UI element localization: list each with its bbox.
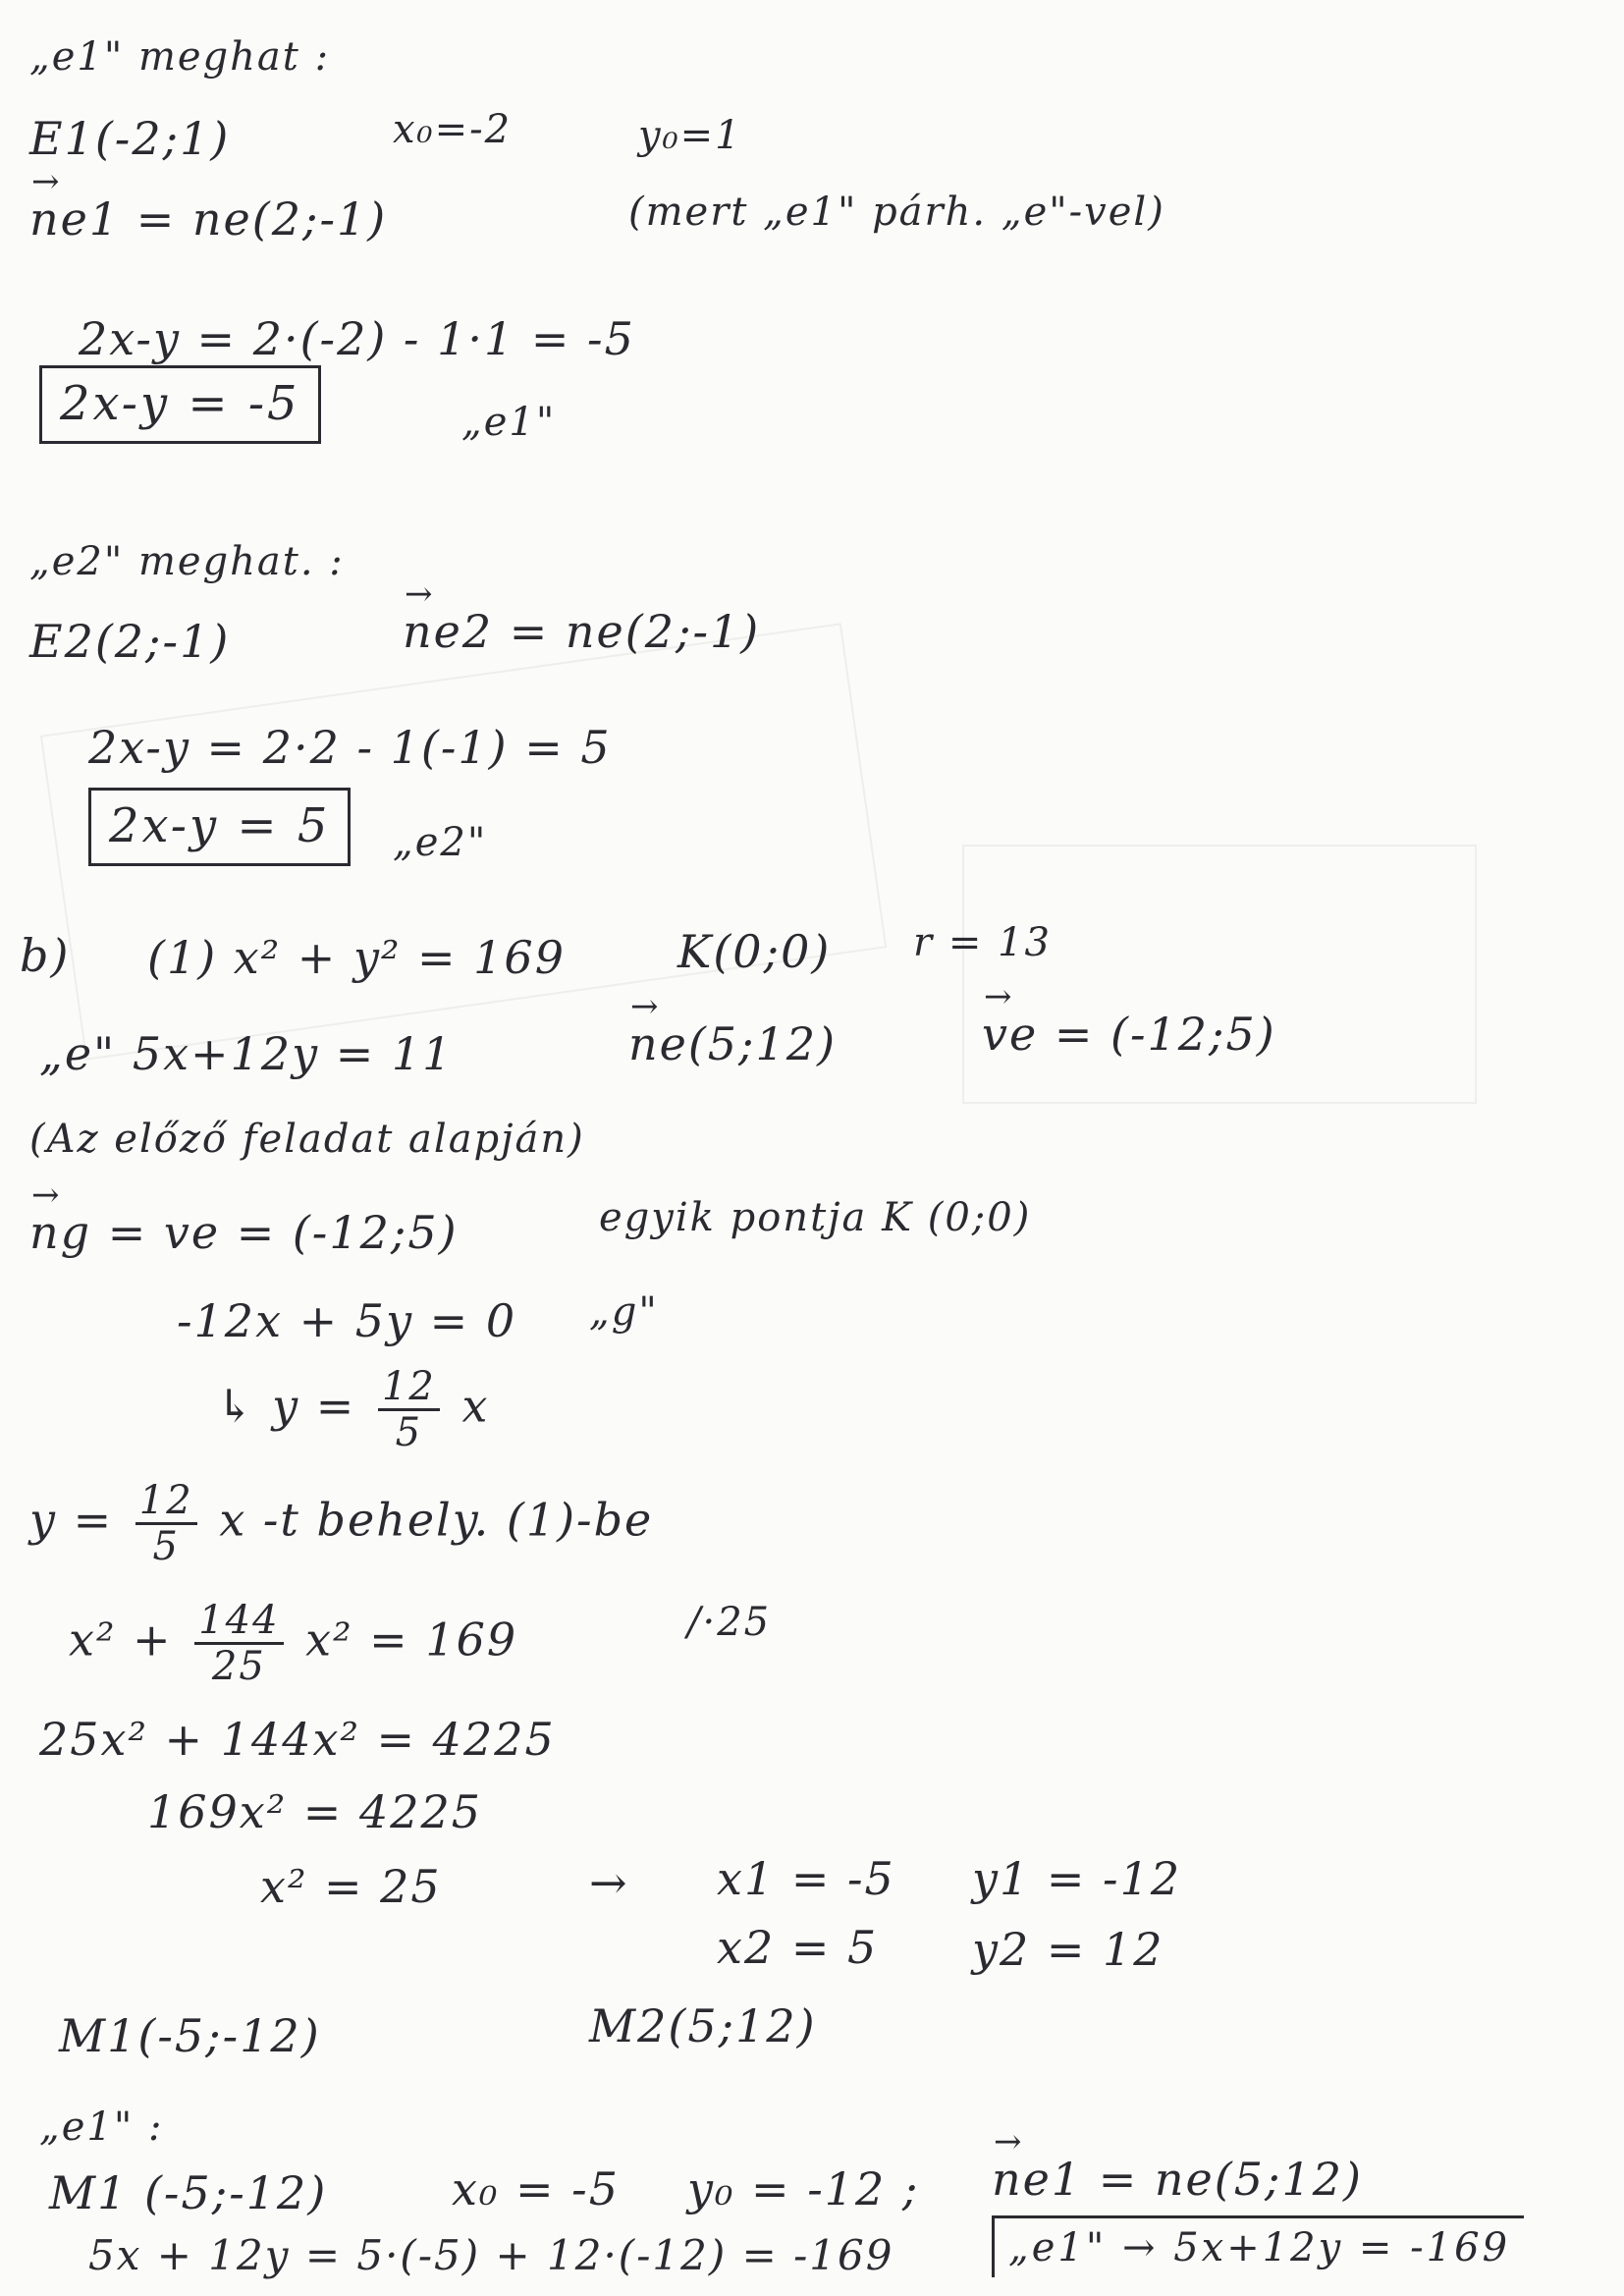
equation-3: 169x² = 4225 [147,1785,483,1838]
e1-tangent-heading: „e1" : [39,2105,164,2150]
equation-2: 25x² + 144x² = 4225 [39,1713,556,1766]
e1-y0: y₀=1 [638,113,742,158]
line-g-solved-prefix: ↳ y = [216,1379,356,1433]
fraction-denominator: 5 [395,1410,423,1455]
fraction-12-5 [378,1365,440,1454]
fraction-denominator: 25 [211,1644,266,1689]
circle-equation: (1) x² + y² = 169 [147,931,566,984]
line-e-direction-text: → ve = (-12;5) [982,1011,1276,1057]
e1-normal-vector [29,192,388,246]
final-point-M1: M1 (-5;-12) [49,2166,328,2219]
e1-result-box: 2x-y = -5 [39,365,321,444]
line-e-normal [628,1017,838,1070]
line-g-solved [216,1365,489,1454]
substitution-prefix: y = [29,1493,114,1547]
equation-1-prefix: x² + [69,1613,173,1667]
note-previous-task: (Az előző feladat alapján) [29,1117,585,1162]
faint-stamp-shape [962,845,1477,1104]
fraction-numerator: 12 [378,1365,440,1411]
e2-point: E2(2;-1) [29,615,231,668]
fraction-numerator: 144 [194,1599,283,1645]
e1-calculation: 2x-y = 2·(-2) - 1·1 = -5 [79,312,635,365]
e1-x0: x₀=-2 [393,107,513,152]
line-g-solved-suffix: x [461,1379,490,1433]
point-M2: M2(5;12) [589,1999,817,2052]
final-calculation: 5x + 12y = 5·(-5) + 12·(-12) = -169 [88,2231,894,2279]
line-g-equation: -12x + 5y = 0 [177,1294,517,1347]
solution-x1: x1 = -5 [717,1852,895,1905]
equation-4: x² = 25 [260,1860,442,1913]
line-g-label: „g" [589,1289,659,1335]
final-normal-vector-text: → ne1 = ne(5;12) [992,2157,1363,2202]
final-result-box: „e1" → 5x+12y = -169 [992,2215,1524,2277]
line-e-direction [982,1008,1276,1061]
equation-1-suffix: x² = 169 [305,1613,518,1667]
circle-radius: r = 13 [913,920,1052,965]
line-g-point: egyik pontja K (0;0) [599,1195,1032,1240]
equation-1-multiplier: /·25 [687,1600,772,1645]
e1-heading: „e1" meghat : [29,34,331,80]
arrow-icon: → [589,1856,629,1909]
circle-center: K(0;0) [677,925,832,978]
e2-result-label: „e2" [393,820,488,865]
part-b-label: b) [20,929,71,982]
e2-heading: „e2" meghat. : [29,539,345,584]
equation-1 [69,1599,517,1688]
fraction-numerator: 12 [135,1479,197,1525]
line-g-normal [29,1206,459,1259]
substitution-suffix: x -t behely. (1)-be [219,1493,654,1547]
fraction-12-5 [135,1479,197,1568]
e1-normal-vector-text: → ne1 = ne(2;-1) [29,196,387,242]
e2-normal-vector [403,605,761,658]
e1-reason: (mert „e1" párh. „e"-vel) [628,190,1165,235]
final-normal-vector [992,2153,1363,2206]
e1-result-label: „e1" [461,400,557,445]
line-e-equation: „e" 5x+12y = 11 [39,1027,454,1080]
point-M1: M1(-5;-12) [59,2009,321,2062]
e2-normal-vector-text: → ne2 = ne(2;-1) [403,609,760,654]
final-x0: x₀ = -5 [452,2162,620,2215]
solution-y2: y2 = 12 [972,1923,1164,1976]
fraction-denominator: 5 [152,1524,180,1569]
fraction-144-25 [194,1599,283,1688]
e2-result-box: 2x-y = 5 [88,788,351,866]
e2-calculation: 2x-y = 2·2 - 1(-1) = 5 [88,721,612,774]
final-y0: y₀ = -12 ; [687,2162,920,2215]
e1-point: E1(-2;1) [29,112,231,165]
line-g-normal-text: → ng = ve = (-12;5) [29,1210,459,1255]
solution-y1: y1 = -12 [972,1852,1182,1905]
solution-x2: x2 = 5 [717,1921,879,1974]
substitution-line [29,1479,653,1568]
line-e-normal-text: → ne(5;12) [628,1021,837,1066]
